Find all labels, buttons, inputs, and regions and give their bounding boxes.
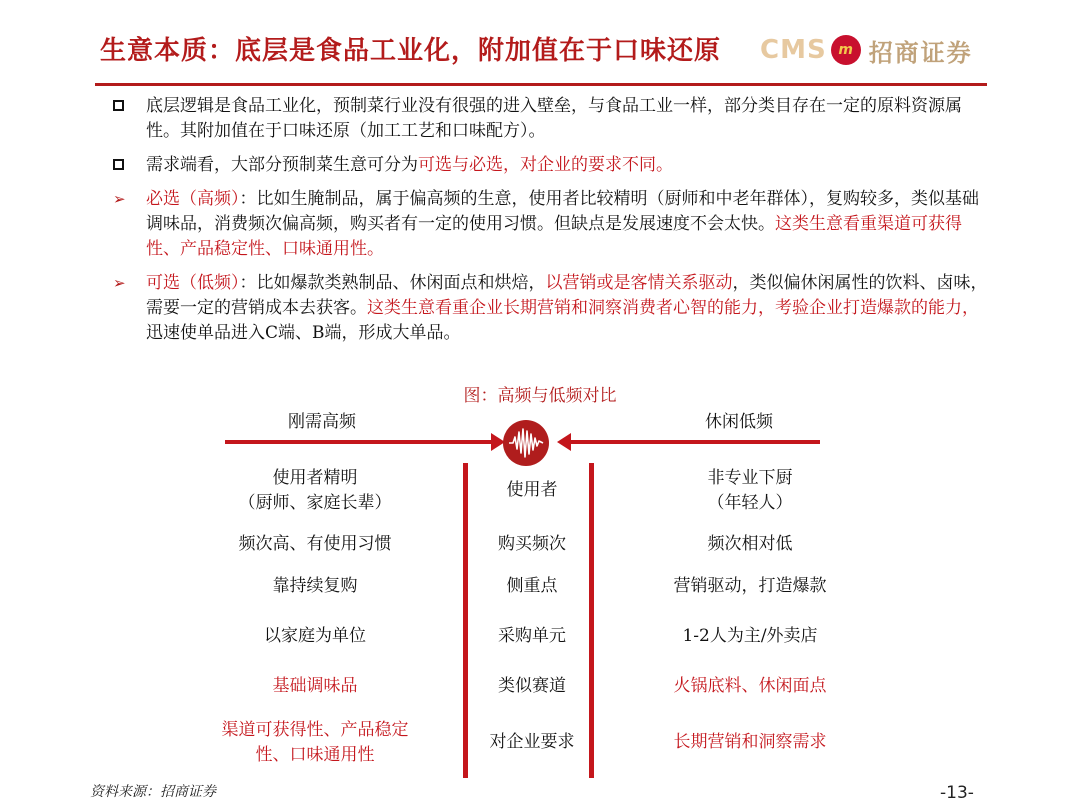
low-frequency-cell: 1-2人为主/外卖店 (682, 626, 818, 646)
bullet-item (113, 153, 993, 178)
bullet-text: 以营销或是客情关系驱动 (545, 273, 733, 293)
dimension-label: 购买频次 (498, 534, 566, 554)
right-arrow-head (557, 433, 571, 451)
bullet-text: 底层逻辑是食品工业化，预制菜行业没有很强的进入壁垒，与食品工业一样，部分类目存在一定的原料资源属性。其附加值在于口味还原（加工工艺和口味配方）。 (146, 96, 962, 141)
bullet-text: ：比如生腌制品，属于偏高频的生意，使用者比较精明（厨师和中老年群体），复购较多，类似基础调味品，消费频次偏高频，购买者有一定的使用习惯。但缺点是发展速度不会太快。 (146, 189, 979, 234)
low-frequency-cell: 营销驱动，打造爆款 (673, 576, 827, 596)
bullet-item (113, 94, 993, 144)
high-frequency-cell: 频次高、有使用习惯 (238, 534, 392, 554)
bullet-text: 这类生意看重渠道可获得性、产品稳定性、口味通用性。 (146, 214, 962, 259)
figure-title: 图：高频与低频对比 (463, 386, 617, 406)
bullet-text: 必选（高频） (146, 189, 240, 209)
high-frequency-cell: 渠道可获得性、产品稳定 性、口味通用性 (221, 720, 409, 765)
dimension-label: 对企业要求 (489, 732, 575, 752)
high-frequency-cell: 靠持续复购 (272, 576, 358, 596)
bullet-item (113, 187, 993, 262)
bullet-text: 需求端看，大部分预制菜生意可分为 (146, 155, 418, 175)
right-header: 休闲低频 (705, 412, 773, 432)
company-logo (760, 30, 973, 70)
frequency-wave-icon (503, 420, 549, 466)
left-divider (463, 463, 468, 778)
bullet-text: ，类似偏休闲属性的饮料、卤味，需要一定的营销成本去获客。 (146, 273, 988, 318)
low-frequency-cell: 非专业下厨 （年轻人） (707, 468, 793, 513)
low-frequency-cell: 频次相对低 (707, 534, 793, 554)
bullet-text: ：比如爆款类熟制品、休闲面点和烘焙， (239, 273, 546, 293)
page-title: 生意本质：底层是食品工业化，附加值在于口味还原 (100, 36, 722, 66)
dimension-label: 使用者 (506, 480, 558, 500)
high-frequency-cell: 使用者精明 （厨师、家庭长辈） (238, 468, 392, 513)
bullet-item (113, 271, 993, 346)
square-bullet-icon (113, 94, 133, 119)
logo-mark-icon: m (831, 35, 861, 65)
high-frequency-cell: 基础调味品 (272, 676, 358, 696)
low-frequency-cell: 长期营销和洞察需求 (673, 732, 827, 752)
arrow-bullet-icon: ➢ (113, 274, 126, 292)
dimension-label: 采购单元 (498, 626, 566, 646)
bullet-text: 可选与必选，对企业的要求不同。 (418, 155, 673, 175)
page-number: -13- (940, 783, 974, 803)
title-divider (95, 83, 987, 86)
dimension-label: 类似赛道 (498, 676, 566, 696)
square-bullet-icon (113, 153, 133, 178)
bullet-text: 迅速使单品进入C端、B端，形成大单品。 (146, 323, 461, 343)
right-arrow-line (570, 440, 820, 444)
bullet-list (113, 94, 993, 355)
low-frequency-cell: 火锅底料、休闲面点 (673, 676, 827, 696)
dimension-label: 侧重点 (506, 576, 558, 596)
source-note: 资料来源：招商证券 (90, 784, 216, 800)
bullet-text: 可选（低频） (146, 273, 240, 293)
arrow-bullet-icon: ➢ (113, 190, 126, 208)
bullet-text: 这类生意看重企业长期营销和洞察消费者心智的能力，考验企业打造爆款的能力， (367, 298, 979, 318)
left-arrow-line (225, 440, 495, 444)
left-header: 刚需高频 (288, 412, 356, 432)
logo-cms-text: CMS (760, 35, 827, 65)
high-frequency-cell: 以家庭为单位 (264, 626, 366, 646)
logo-company-name: 招商证券 (868, 38, 973, 67)
